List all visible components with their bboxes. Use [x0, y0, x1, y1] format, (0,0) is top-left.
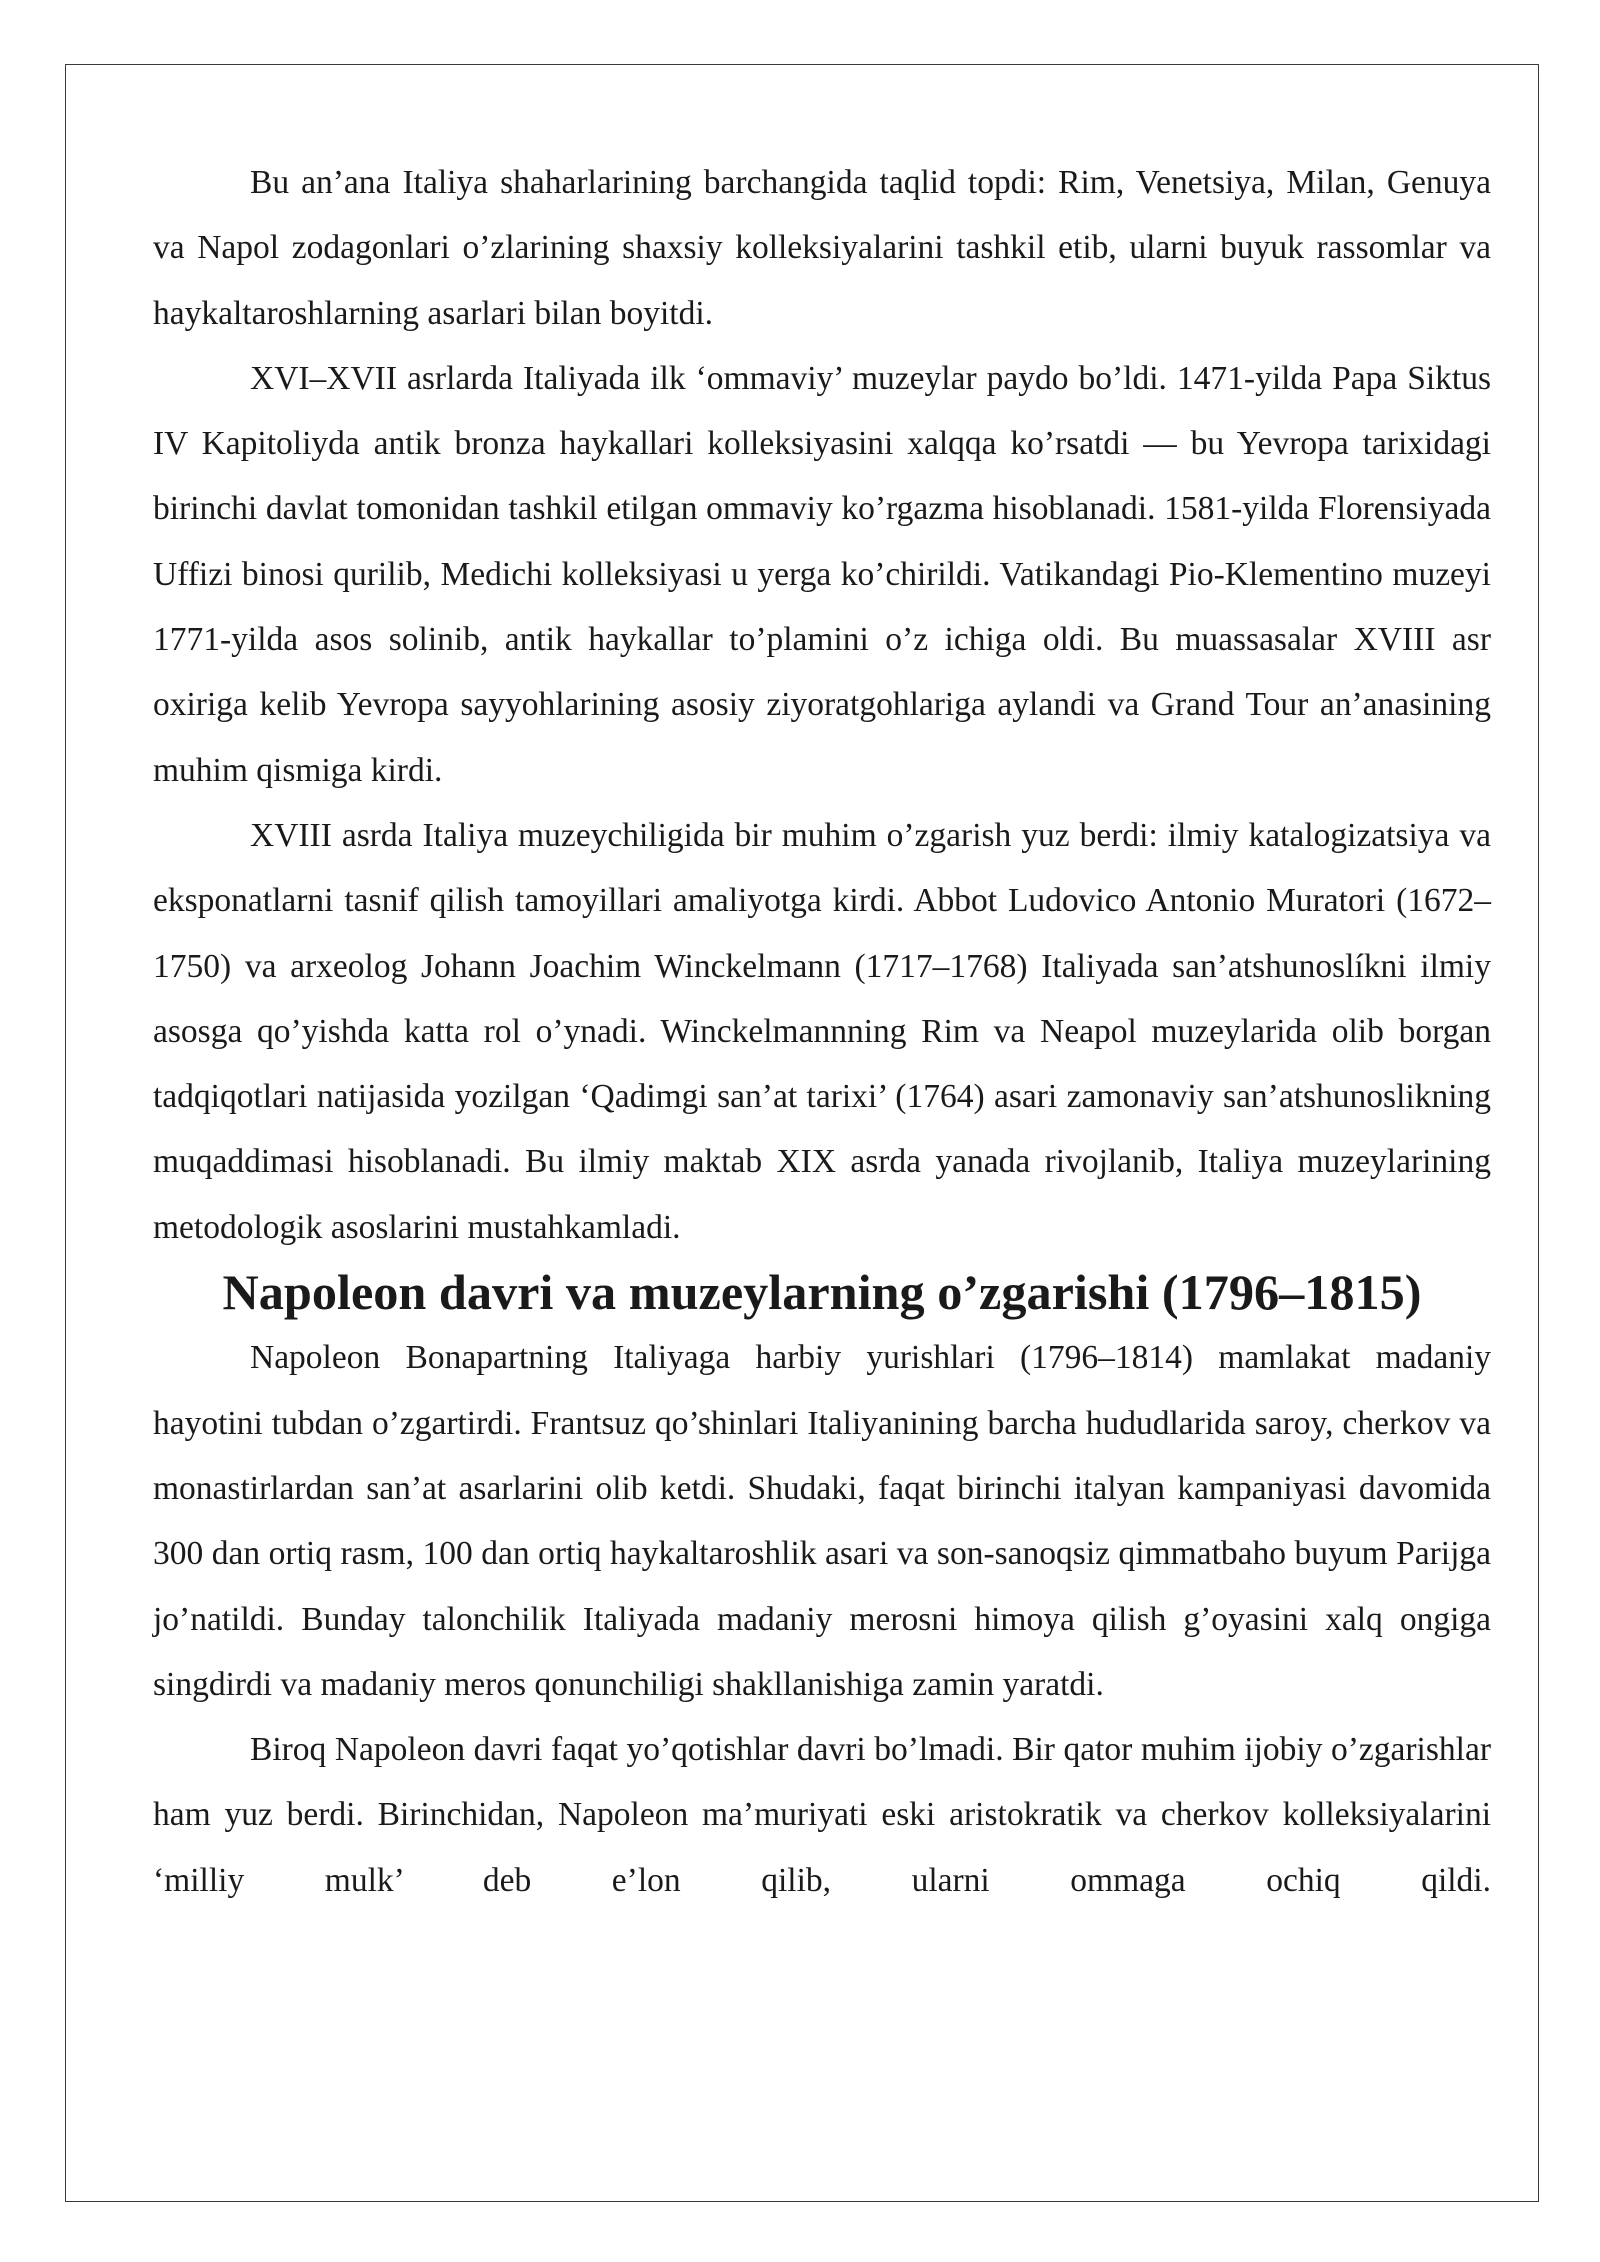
paragraph-napoleon-campaigns: Napoleon Bonapartning Italiyaga harbiy yurishlari (1796–1814) mamlakat madaniy hayotini tubdan o’zgartirdi. Frantsuz qo’shinlari Italiyanining barcha hududlarida saroy, cherkov va monastirlardan san’at asarlarini olib ketdi. Shudaki, faqat birinchi italyan kampaniyasi davomida 300 dan ortiq rasm, 100 dan ortiq haykaltaroshlik asari va son-sanoqsiz qimmatbaho buyum Parijga jo’natildi. Bunday talonchilik Italiyada madaniy merosni himoya qilish g’oyasini xalq ongiga singdirdi va madaniy meros qonunchiligi shakllanishiga zamin yaratdi. [153, 1339, 1491, 1703]
paragraph-napoleon-positive-changes: Biroq Napoleon davri faqat yo’qotishlar davri bo’lmadi. Bir qator muhim ijobiy o’zgarishlar ham yuz berdi. Birinchidan, Napoleon ma’muriyati eski aristokratik va cherkov kolleksiyalarini ‘milliy mulk’ deb e’lon qilib, ularni ommaga ochiq qildi. [153, 1731, 1491, 1899]
paragraph-scientific-cataloguing: XVIII asrda Italiya muzeychiligida bir muhim o’zgarish yuz berdi: ilmiy katalogizatsiya va eksponatlarni tasnif qilish tamoyillari amaliyotga kirdi. Abbot Ludovico Antonio Muratori (1672–1750) va arxeolog Johann Joachim Winckelmann (1717–1768) Italiyada san’atshunoslíkni ilmiy asosga qo’yishda katta rol o’ynadi. Winckelmannning Rim va Neapol muzeylarida olib borgan tadqiqotlari natijasida yozilgan ‘Qadimgi san’at tarixi’ (1764) asari zamonaviy san’atshunoslikning muqaddimasi hisoblanadi. Bu ilmiy maktab XIX asrda yanada rivojlanib, Italiya muzeylarining metodologik asoslarini mustahkamladi. [153, 816, 1491, 1246]
section-heading-napoleon: Napoleon davri va muzeylarning o’zgarishi (1796–1815) [222, 1264, 1422, 1321]
paragraph-italian-collections: Bu an’ana Italiya shaharlarining barchangida taqlid topdi: Rim, Venetsiya, Milan, Genuya va Napol zodagonlari o’zlarining shaxsiy kolleksiyalarini tashkil etib, ularni buyuk rassomlar va haykaltaroshlarning asarlari bilan boyitdi. [153, 164, 1491, 332]
document-body [153, 150, 1491, 1913]
paragraph-first-public-museums: XVI–XVII asrlarda Italiyada ilk ‘ommaviy’ muzeylar paydo bo’ldi. 1471-yilda Papa Siktus IV Kapitoliyda antik bronza haykallari kolleksiyasini xalqqa ko’rsatdi — bu Yevropa tarixidagi birinchi davlat tomonidan tashkil etilgan ommaviy ko’rgazma hisoblanadi. 1581-yilda Florensiyada Uffizi binosi qurilib, Medichi kolleksiyasi u yerga ko’chirildi. Vatikandagi Pio-Klementino muzeyi 1771-yilda asos solinib, antik haykallar to’plamini o’z ichiga oldi. Bu muassasalar XVIII asr oxiriga kelib Yevropa sayyohlarining asosiy ziyoratgohlariga aylandi va Grand Tour an’anasining muhim qismiga kirdi. [153, 359, 1491, 789]
